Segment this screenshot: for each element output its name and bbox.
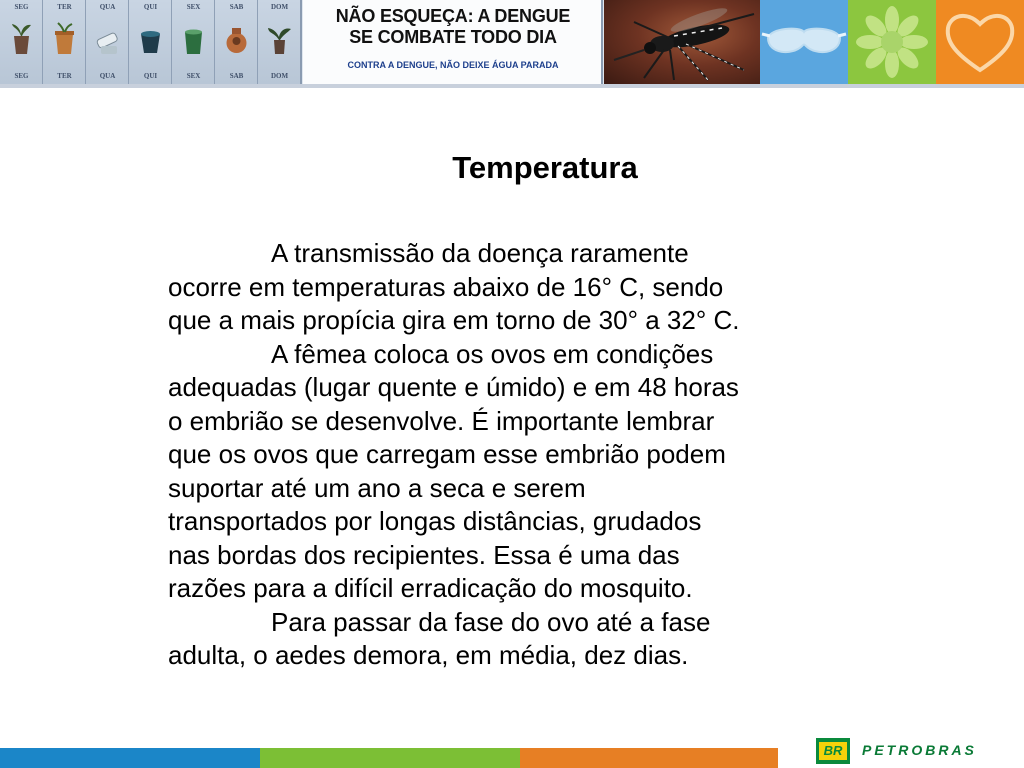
vase-icon [51,22,78,56]
heart-icon [936,0,1024,84]
br-logo [816,738,850,764]
day-label-bottom: DOM [270,72,289,80]
paragraph-line: adequadas (lugar quente e úmido) e em 48 horas [168,372,739,402]
weekday-strip [0,0,302,84]
sunflower-tile [848,0,936,84]
slide-title: Temperatura [452,150,638,185]
day-column-sex [172,0,215,84]
footer-bar-blue [0,748,260,768]
paragraph-line: Para passar da fase do ovo até a fase [271,606,711,637]
paragraph-line: A transmissão da doença raramente [271,238,689,268]
day-label-top: TER [57,3,72,11]
day-label-top: QUI [143,3,158,11]
paragraph-line: transportados por longas distâncias, grudados [168,506,702,536]
campaign-slogan [303,0,603,84]
paragraph-line: adulta, o aedes demora, em média, dez dias. [168,640,689,670]
bottle-icon [94,22,121,56]
br-logo-text: BR [823,743,843,758]
day-column-dom [258,0,301,84]
slogan-tagline: CONTRA A DENGUE, NÃO DEIXE ÁGUA PARADA [347,60,559,70]
day-label-top: SEX [186,3,201,11]
tin-can-icon [180,22,207,56]
day-column-seg [0,0,43,84]
footer-bar-orange [520,748,778,768]
mosquito-image [604,0,760,84]
banner-divider [0,84,1024,88]
day-label-bottom: SEX [186,72,201,80]
petrobras-wordmark: PETROBRAS [862,742,977,758]
paragraph-line: ocorre em temperaturas abaixo de 16° C, sendo [168,271,724,302]
paragraph-line: que os ovos que carregam esse embrião podem [168,439,726,469]
paragraph-line: o embrião se desenvolve. É importante lembrar [168,405,715,436]
paragraph-line: suportar até um ano a seca e serem [168,472,586,503]
bucket-icon [137,22,164,56]
footer-bar-green [260,748,520,768]
pot-icon [223,22,250,56]
paragraph-line: que a mais propícia gira em torno de 30° a 32° C. [168,305,740,335]
goggles-icon [760,0,848,84]
heart-tile [936,0,1024,84]
plant-icon [266,22,293,56]
day-label-bottom: QUA [99,72,116,80]
paragraph-line: A fêmea coloca os ovos em condições [271,338,714,369]
paragraph-line: nas bordas dos recipientes. Essa é uma das [168,539,680,570]
day-column-ter [43,0,86,84]
slogan-line-2: SE COMBATE TODO DIA [349,27,557,47]
slide-body [168,237,928,673]
goggles-tile [760,0,848,84]
day-column-qui [129,0,172,84]
day-label-bottom: SAB [229,72,244,80]
header-banner [0,0,1024,84]
day-label-bottom: QUI [143,72,158,80]
day-label-bottom: TER [57,72,72,80]
day-label-top: DOM [270,3,289,11]
slogan-line-1: NÃO ESQUEÇA: A DENGUE [335,6,571,26]
plant-pot-icon [8,22,35,56]
day-column-qua [86,0,129,84]
day-label-top: QUA [99,3,116,11]
day-label-top: SAB [229,3,244,11]
day-label-bottom: SEG [14,72,29,80]
paragraph-line: razões para a difícil erradicação do mosquito. [168,573,693,603]
sunflower-icon [848,0,936,84]
day-column-sab [215,0,258,84]
day-label-top: SEG [14,3,29,11]
